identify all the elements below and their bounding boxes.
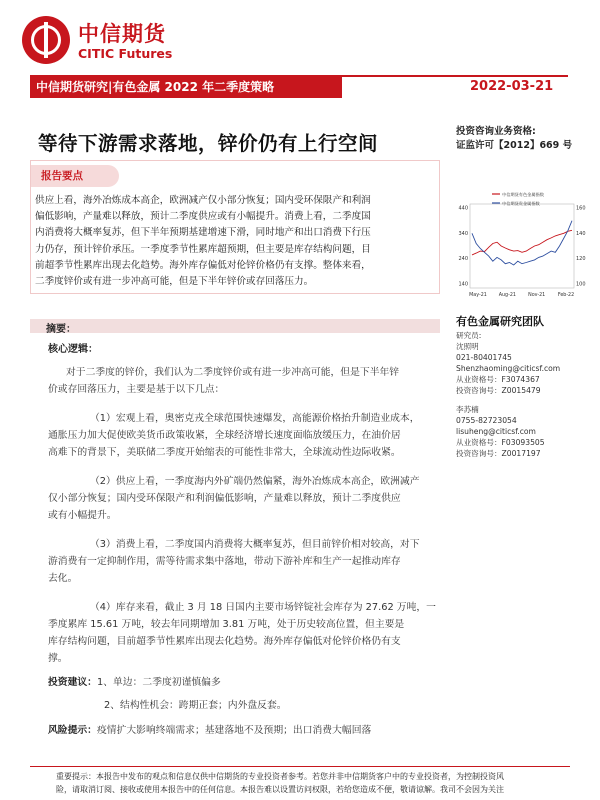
key-points-box [30,160,440,294]
intro-line: 对于二季度的锌价，我们认为二季度锌价或有进一步冲高可能，但是下半年锌 [66,367,400,378]
core-logic-label: 核心逻辑： [48,344,98,355]
para2-line: （2）供应上看，一季度海内外矿端仍然偏紧，海外冶炼成本高企，欧洲减产 [90,476,420,487]
key-points-line: 力仍存，预计锌价承压。一季度季节性累库超预期，但主要是库存结构问题，目 [35,243,371,255]
abstract-bar [30,319,440,333]
researcher-2-email[interactable]: lisuheng@citicsf.com [456,427,536,436]
qualification [456,125,572,153]
y-left-tick: 440 [458,205,468,212]
para1-line: 通胀压力加大促使欧美货币政策收紧，全球经济增长速度面临放缓压力，在油价居 [48,430,401,441]
y-left-tick: 340 [458,230,468,237]
researcher-1-cert: 从业资格号：F3074367 [456,375,540,384]
key-points-line: 内消费将大概率复苏，但下半年预期基建增速下滑，同时地产和出口消费下行压 [35,227,371,239]
intro-line: 价或存回落压力，主要是基于以下几点： [48,384,225,395]
y-right-tick: 140 [576,230,586,237]
footer-line-2: 险，请取消订阅、接收或使用本报告中的任何信息。本报告难以设置访问权限，若给您造成不便，敬请谅解。我司不会因为关注 [56,785,504,794]
para3-line: 游消费有一定抑制作用，需等待需求集中落地，带动下游补库和生产一起推动库存 [48,556,401,567]
para3-line: （3）消费上看，二季度国内消费将大概率复苏，但目前锌价相对较高，对下 [90,539,420,550]
footer-disclaimer [56,770,576,796]
report-date: 2022-03-21 [470,79,554,94]
key-points-line: 供应上看，海外冶炼成本高企，欧洲减产仅小部分恢复；国内受环保限产和利润 [35,195,371,206]
para4-line: 撑。 [48,653,68,664]
abstract-label: 摘要： [46,324,76,335]
index-line-chart [452,190,592,302]
legend-label: 中信期货有色金属指数 [502,192,544,197]
key-points-label: 报告要点 [31,165,119,187]
risk-warning [48,722,371,736]
investment-advice [48,674,221,688]
y-left-tick: 240 [458,256,468,263]
para3-line: 去化。 [48,573,78,584]
risk-text: 疫情扩大影响终端需求；基建落地不及预期；出口消费大幅回落 [96,725,372,736]
citic-logo-icon [22,16,70,64]
para2-line: 仅小部分恢复；国内受环保限产和利润偏低影响，产量难以释放，预计二季度供应 [48,493,401,504]
researcher-1-advisory: 投资咨询号：Z0015479 [456,386,541,395]
x-tick: Feb-22 [557,293,575,298]
investment-item-1: 1、单边：二季度初谨慎偏多 [96,677,221,688]
key-points-line: 前超季节性累库出现去化趋势。海外库存偏低对伦锌价格仍有支撑。整体来看， [35,259,371,271]
key-points-line: 二季度锌价或有进一步冲高可能，但是下半年锌价或存回落压力。 [35,276,314,288]
para1-line: 高难下的背景下，美联储二季度开始缩表的可能性非常大，全球流动性边际收紧。 [48,447,401,458]
series-line-right [472,221,572,265]
key-points-text [35,193,437,290]
researcher-2-phone: 0755-82723054 [456,416,517,425]
researcher-2-cert: 从业资格号：F03093505 [456,438,545,447]
researcher-label: 研究员: [456,331,482,340]
investment-label: 投资建议： [48,677,97,688]
brand-name-cn: 中信期货 [78,22,166,46]
qualification-line-2: 证监许可【2012】669 号 [456,140,573,151]
brand-name-en: CITIC Futures [78,46,173,61]
series-line-left [472,230,572,255]
y-right-tick: 100 [576,281,586,288]
para2-line: 或有小幅提升。 [48,510,117,521]
researcher-1-name: 沈照明 [456,342,479,351]
report-title: 等待下游需求落地，锌价仍有上行空间 [38,132,379,155]
report-banner: 中信期货研究|有色金属 2022 年二季度策略 [30,77,342,98]
y-right-tick: 120 [576,256,586,263]
researcher-1-phone: 021-80401745 [456,353,512,362]
team-title: 有色金属研究团队 [456,315,544,328]
risk-label: 风险提示： [48,725,97,736]
legend-label: 中信期货贵金属指数 [502,201,540,206]
qualification-line-1: 投资咨询业务资格: [456,126,536,137]
x-tick: Aug-21 [498,293,516,298]
x-tick: Nov-21 [528,293,546,298]
researcher-2-name: 李苏楠 [456,405,479,414]
investment-item-2: 2、结构性机会：跨期正套；内外盘反套。 [104,700,287,711]
key-points-line: 偏低影响，产量难以释放，预计二季度供应或有小幅提升。消费上看，二季度国 [35,211,371,223]
researcher-2-advisory: 投资咨询号：Z0017197 [456,449,541,458]
y-left-tick: 140 [458,281,468,288]
para4-line: （4）库存来看，截止 3 月 18 日国内主要市场锌锭社会库存为 27.62 万吨，一 [90,602,436,613]
researcher-1-email[interactable]: Shenzhaoming@citicsf.com [456,364,561,373]
footer-line-1: 重要提示：本报告中发布的观点和信息仅供中信期货的专业投资者参考。若您并非中信期货客户中的专业投资者，为控制投资风 [56,772,504,781]
para4-line: 季度累库 15.61 万吨，较去年同期增加 3.81 万吨，处于历史较高位置，但主要是 [48,619,405,630]
footer-rule [30,766,570,767]
para4-line: 库存结构问题，目前超季节性累库出现去化趋势。海外库存偏低对伦锌价格仍有支 [48,636,401,647]
citic-futures-logo [22,16,192,66]
chart-frame [470,204,574,288]
para1-line: （1）宏观上看，奥密克戎全球范围快速爆发，高能源价格抬升制造业成本， [90,413,420,424]
y-right-tick: 160 [576,205,586,212]
x-tick: May-21 [469,293,487,298]
